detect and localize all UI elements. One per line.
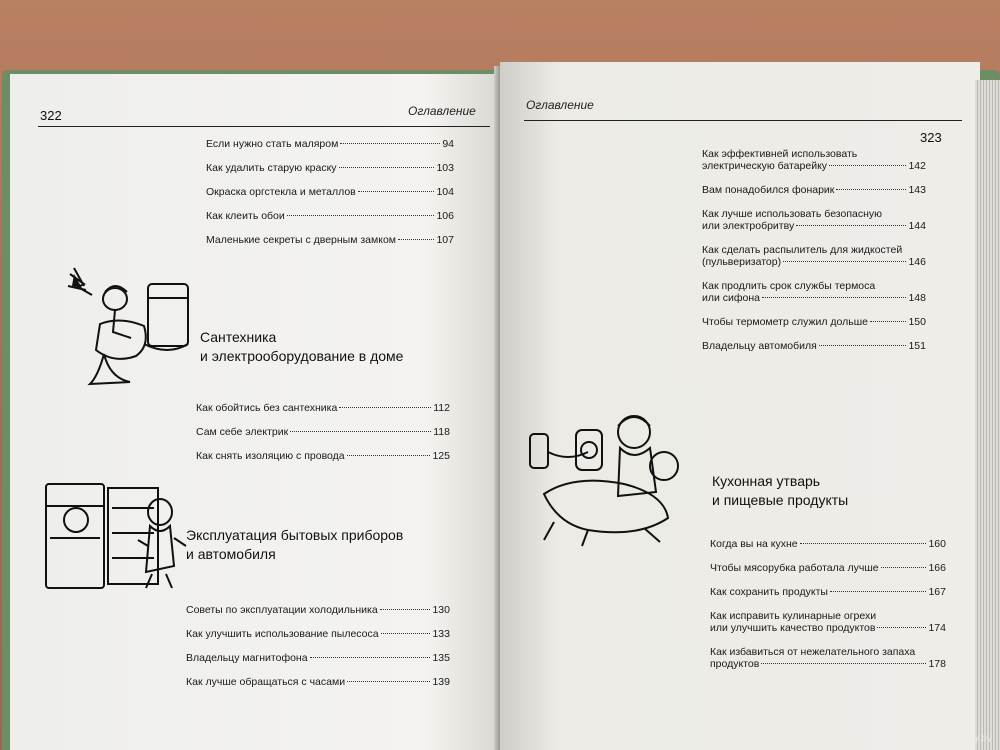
toc-entry[interactable]: Как лучше использовать безопасную или электробритву 144 [702, 208, 926, 232]
right-running-head: Оглавление [526, 98, 594, 112]
toc-entry[interactable]: Сам себе электрик 118 [196, 426, 450, 438]
section-title-appliances: Эксплуатация бытовых приборов и автомобиля [186, 527, 404, 562]
toc-entry[interactable]: Маленькие секреты с дверным замком 107 [206, 234, 454, 246]
section-title-kitchen: Кухонная утварь и пищевые продукты [712, 473, 849, 508]
section-title-plumbing: Сантехника и электрооборудование в доме [200, 329, 404, 364]
plumbing-toc [196, 402, 450, 474]
right-toc-top [702, 148, 926, 364]
toc-entry[interactable]: Когда вы на кухне 160 [710, 538, 946, 550]
toc-entry[interactable]: Как снять изоляцию с провода 125 [196, 450, 450, 462]
toc-entry[interactable]: Как удалить старую краску 103 [206, 162, 454, 174]
toc-entry[interactable]: Как клеить обои 106 [206, 210, 454, 222]
right-header-rule [524, 120, 962, 121]
toc-entry[interactable]: Как избавиться от нежелательного запаха продуктов 178 [710, 646, 946, 670]
toc-entry[interactable]: Как улучшить использование пылесоса 133 [186, 628, 450, 640]
toc-entry[interactable]: Как обойтись без сантехника 112 [196, 402, 450, 414]
appliances-toc [186, 604, 450, 700]
toc-entry[interactable]: Владельцу магнитофона 135 [186, 652, 450, 664]
toc-entry[interactable]: Как исправить кулинарные огрехи или улучшить качество продуктов 174 [710, 610, 946, 634]
toc-entry[interactable]: Чтобы мясорубка работала лучше 166 [710, 562, 946, 574]
left-header-rule [38, 126, 490, 127]
toc-entry[interactable]: Вам понадобился фонарик 143 [702, 184, 926, 196]
plumber-toilet-illustration [60, 264, 195, 394]
toc-entry[interactable]: Советы по эксплуатации холодильника 130 [186, 604, 450, 616]
left-page [10, 74, 500, 750]
toc-entry[interactable]: Владельцу автомобиля 151 [702, 340, 926, 352]
kitchen-illustration [524, 404, 694, 552]
kitchen-toc [710, 538, 946, 682]
toc-entry[interactable]: Как сохранить продукты 167 [710, 586, 946, 598]
left-page-number: 322 [40, 108, 62, 123]
right-page-number: 323 [920, 130, 942, 145]
watermark: www.ay.by [944, 733, 992, 744]
toc-entry[interactable]: Чтобы термометр служил дольше 150 [702, 316, 926, 328]
toc-entry[interactable]: Если нужно стать маляром 94 [206, 138, 454, 150]
left-running-head: Оглавление [408, 104, 476, 118]
right-page [500, 62, 980, 750]
toc-entry[interactable]: Как сделать распылитель для жидкостей (пульверизатор) 146 [702, 244, 926, 268]
refrigerator-illustration [42, 478, 192, 596]
toc-entry[interactable]: Как лучше обращаться с часами 139 [186, 676, 450, 688]
left-toc-top [206, 138, 454, 258]
toc-entry[interactable]: Как продлить срок службы термоса или сифона 148 [702, 280, 926, 304]
toc-entry[interactable]: Как эффективней использовать электрическую батарейку 142 [702, 148, 926, 172]
toc-entry[interactable]: Окраска оргстекла и металлов 104 [206, 186, 454, 198]
page-stack-edge [975, 80, 1000, 750]
